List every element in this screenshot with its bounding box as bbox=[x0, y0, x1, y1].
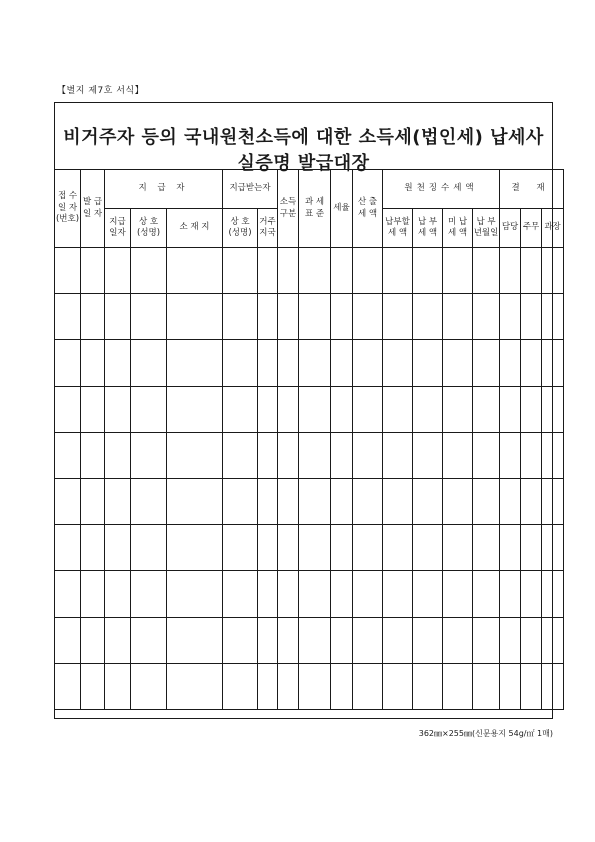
ledger-cell[interactable] bbox=[105, 340, 131, 386]
ledger-cell[interactable] bbox=[55, 478, 81, 524]
ledger-cell[interactable] bbox=[278, 525, 299, 571]
ledger-cell[interactable] bbox=[299, 340, 331, 386]
ledger-cell[interactable] bbox=[383, 340, 413, 386]
paper-size-note: 362㎜×255㎜(신문용지 54g/㎡ 1매) bbox=[418, 729, 553, 738]
ledger-cell[interactable] bbox=[167, 432, 223, 478]
ledger-cell[interactable] bbox=[521, 571, 542, 617]
ledger-cell[interactable] bbox=[55, 248, 81, 294]
ledger-cell[interactable] bbox=[542, 294, 564, 340]
ledger-cell[interactable] bbox=[131, 386, 167, 432]
ledger-cell[interactable] bbox=[331, 525, 353, 571]
ledger-cell[interactable] bbox=[299, 663, 331, 709]
ledger-cell[interactable] bbox=[278, 432, 299, 478]
ledger-cell[interactable] bbox=[500, 248, 521, 294]
ledger-cell[interactable] bbox=[167, 525, 223, 571]
ledger-cell[interactable] bbox=[131, 294, 167, 340]
ledger-cell[interactable] bbox=[105, 571, 131, 617]
ledger-cell[interactable] bbox=[521, 525, 542, 571]
header-paid-date: 납 부 년월일 bbox=[473, 209, 500, 248]
ledger-cell[interactable] bbox=[353, 340, 383, 386]
header-payee-country: 거주 지국 bbox=[258, 209, 278, 248]
ledger-cell[interactable] bbox=[383, 663, 413, 709]
ledger-cell[interactable] bbox=[473, 340, 500, 386]
ledger-cell[interactable] bbox=[55, 432, 81, 478]
ledger-cell[interactable] bbox=[500, 617, 521, 663]
ledger-cell[interactable] bbox=[542, 525, 564, 571]
ledger-cell[interactable] bbox=[521, 294, 542, 340]
header-payer: 지 급 자 bbox=[105, 170, 223, 209]
ledger-cell[interactable] bbox=[383, 432, 413, 478]
ledger-cell[interactable] bbox=[353, 617, 383, 663]
ledger-cell[interactable] bbox=[521, 248, 542, 294]
ledger-cell[interactable] bbox=[331, 294, 353, 340]
header-approval-head: 과장 bbox=[542, 209, 564, 248]
ledger-cell[interactable] bbox=[299, 248, 331, 294]
table-row bbox=[55, 525, 564, 571]
table-row bbox=[55, 248, 564, 294]
ledger-cell[interactable] bbox=[413, 294, 443, 340]
ledger-cell[interactable] bbox=[353, 386, 383, 432]
ledger-cell[interactable] bbox=[443, 571, 473, 617]
ledger-cell[interactable] bbox=[167, 478, 223, 524]
header-approval: 결 재 bbox=[500, 170, 564, 209]
ledger-cell[interactable] bbox=[131, 248, 167, 294]
ledger-cell[interactable] bbox=[299, 617, 331, 663]
ledger-cell[interactable] bbox=[413, 248, 443, 294]
ledger-cell[interactable] bbox=[167, 340, 223, 386]
ledger-table bbox=[54, 169, 564, 710]
ledger-cell[interactable] bbox=[55, 386, 81, 432]
ledger-cell[interactable] bbox=[55, 617, 81, 663]
ledger-cell[interactable] bbox=[81, 294, 105, 340]
ledger-cell[interactable] bbox=[258, 294, 278, 340]
table-row bbox=[55, 663, 564, 709]
ledger-cell[interactable] bbox=[473, 478, 500, 524]
ledger-cell[interactable] bbox=[81, 478, 105, 524]
ledger-cell[interactable] bbox=[443, 617, 473, 663]
ledger-cell[interactable] bbox=[55, 571, 81, 617]
ledger-cell[interactable] bbox=[521, 386, 542, 432]
header-receipt-date: 접 수 일 자 (번호) bbox=[55, 170, 81, 248]
header-tax-base: 과 세 표 준 bbox=[299, 170, 331, 248]
ledger-cell[interactable] bbox=[542, 386, 564, 432]
ledger-cell[interactable] bbox=[500, 386, 521, 432]
ledger-cell[interactable] bbox=[413, 478, 443, 524]
ledger-cell[interactable] bbox=[331, 386, 353, 432]
ledger-cell[interactable] bbox=[167, 571, 223, 617]
ledger-cell[interactable] bbox=[258, 340, 278, 386]
ledger-cell[interactable] bbox=[167, 663, 223, 709]
ledger-cell[interactable] bbox=[473, 663, 500, 709]
table-row bbox=[55, 386, 564, 432]
ledger-cell[interactable] bbox=[353, 663, 383, 709]
ledger-cell[interactable] bbox=[443, 478, 473, 524]
ledger-cell[interactable] bbox=[413, 571, 443, 617]
ledger-cell[interactable] bbox=[278, 663, 299, 709]
ledger-cell[interactable] bbox=[105, 617, 131, 663]
ledger-cell[interactable] bbox=[55, 340, 81, 386]
ledger-cell[interactable] bbox=[81, 386, 105, 432]
ledger-cell[interactable] bbox=[105, 248, 131, 294]
ledger-cell[interactable] bbox=[131, 478, 167, 524]
table-row bbox=[55, 294, 564, 340]
ledger-cell[interactable] bbox=[500, 340, 521, 386]
ledger-cell[interactable] bbox=[473, 617, 500, 663]
ledger-cell[interactable] bbox=[331, 248, 353, 294]
ledger-cell[interactable] bbox=[413, 525, 443, 571]
ledger-cell[interactable] bbox=[258, 571, 278, 617]
ledger-cell[interactable] bbox=[167, 617, 223, 663]
ledger-cell[interactable] bbox=[81, 340, 105, 386]
ledger-cell[interactable] bbox=[258, 617, 278, 663]
ledger-cell[interactable] bbox=[105, 663, 131, 709]
header-approval-chief: 주무 bbox=[521, 209, 542, 248]
table-row bbox=[55, 617, 564, 663]
header-payee: 지급받는자 bbox=[223, 170, 278, 209]
ledger-cell[interactable] bbox=[331, 340, 353, 386]
ledger-cell[interactable] bbox=[258, 478, 278, 524]
header-income-type: 소득 구분 bbox=[278, 170, 299, 248]
ledger-cell[interactable] bbox=[473, 294, 500, 340]
ledger-cell[interactable] bbox=[299, 525, 331, 571]
ledger-cell[interactable] bbox=[521, 617, 542, 663]
ledger-cell[interactable] bbox=[299, 432, 331, 478]
ledger-cell[interactable] bbox=[223, 340, 258, 386]
header-payment-date: 지급 일자 bbox=[105, 209, 131, 248]
ledger-cell[interactable] bbox=[167, 386, 223, 432]
ledger-cell[interactable] bbox=[278, 386, 299, 432]
ledger-cell[interactable] bbox=[413, 617, 443, 663]
ledger-cell[interactable] bbox=[223, 432, 258, 478]
header-tax-rate: 세율 bbox=[331, 170, 353, 248]
header-due-amount: 납부할 세 액 bbox=[383, 209, 413, 248]
ledger-cell[interactable] bbox=[521, 432, 542, 478]
ledger-cell[interactable] bbox=[81, 663, 105, 709]
ledger-cell[interactable] bbox=[383, 386, 413, 432]
ledger-cell[interactable] bbox=[542, 663, 564, 709]
page-title: 비거주자 등의 국내원천소득에 대한 소득세(법인세) 납세사실증명 발급대장 bbox=[63, 127, 544, 174]
ledger-cell[interactable] bbox=[81, 571, 105, 617]
ledger-cell[interactable] bbox=[500, 663, 521, 709]
ledger-cell[interactable] bbox=[278, 248, 299, 294]
ledger-cell[interactable] bbox=[353, 478, 383, 524]
ledger-cell[interactable] bbox=[258, 525, 278, 571]
ledger-cell[interactable] bbox=[258, 432, 278, 478]
ledger-cell[interactable] bbox=[500, 432, 521, 478]
header-payer-name: 상 호 (성명) bbox=[131, 209, 167, 248]
ledger-cell[interactable] bbox=[105, 386, 131, 432]
ledger-cell[interactable] bbox=[500, 525, 521, 571]
ledger-cell[interactable] bbox=[131, 617, 167, 663]
ledger-cell[interactable] bbox=[223, 617, 258, 663]
ledger-cell[interactable] bbox=[167, 248, 223, 294]
ledger-cell[interactable] bbox=[223, 571, 258, 617]
ledger-cell[interactable] bbox=[443, 386, 473, 432]
ledger-cell[interactable] bbox=[81, 617, 105, 663]
ledger-cell[interactable] bbox=[542, 478, 564, 524]
table-row bbox=[55, 432, 564, 478]
ledger-cell[interactable] bbox=[473, 525, 500, 571]
ledger-cell[interactable] bbox=[223, 386, 258, 432]
ledger-cell[interactable] bbox=[473, 571, 500, 617]
ledger-cell[interactable] bbox=[105, 294, 131, 340]
ledger-cell[interactable] bbox=[383, 617, 413, 663]
ledger-cell[interactable] bbox=[105, 525, 131, 571]
ledger-cell[interactable] bbox=[331, 663, 353, 709]
ledger-cell[interactable] bbox=[500, 478, 521, 524]
ledger-cell[interactable] bbox=[131, 663, 167, 709]
ledger-cell[interactable] bbox=[258, 663, 278, 709]
ledger-cell[interactable] bbox=[542, 617, 564, 663]
ledger-cell[interactable] bbox=[278, 571, 299, 617]
ledger-cell[interactable] bbox=[542, 571, 564, 617]
ledger-cell[interactable] bbox=[521, 663, 542, 709]
ledger-cell[interactable] bbox=[81, 525, 105, 571]
header-approval-staff: 담당 bbox=[500, 209, 521, 248]
header-unpaid-amount: 미 납 세 액 bbox=[443, 209, 473, 248]
ledger-cell[interactable] bbox=[542, 432, 564, 478]
ledger-cell[interactable] bbox=[131, 525, 167, 571]
ledger-cell[interactable] bbox=[353, 571, 383, 617]
table-row bbox=[55, 478, 564, 524]
ledger-cell[interactable] bbox=[331, 432, 353, 478]
ledger-cell[interactable] bbox=[413, 663, 443, 709]
ledger-cell[interactable] bbox=[443, 432, 473, 478]
ledger-cell[interactable] bbox=[331, 478, 353, 524]
ledger-cell[interactable] bbox=[383, 525, 413, 571]
header-issue-date: 발 급 일 자 bbox=[81, 170, 105, 248]
ledger-cell[interactable] bbox=[331, 571, 353, 617]
ledger-cell[interactable] bbox=[383, 478, 413, 524]
ledger-cell[interactable] bbox=[542, 340, 564, 386]
ledger-cell[interactable] bbox=[105, 432, 131, 478]
ledger-cell[interactable] bbox=[278, 294, 299, 340]
ledger-cell[interactable] bbox=[299, 294, 331, 340]
ledger-cell[interactable] bbox=[223, 478, 258, 524]
ledger-body bbox=[55, 248, 564, 710]
ledger-cell[interactable] bbox=[131, 571, 167, 617]
ledger-cell[interactable] bbox=[223, 248, 258, 294]
ledger-cell[interactable] bbox=[383, 294, 413, 340]
header-payee-name: 상 호 (성명) bbox=[223, 209, 258, 248]
ledger-cell[interactable] bbox=[131, 432, 167, 478]
ledger-cell[interactable] bbox=[81, 432, 105, 478]
ledger-cell[interactable] bbox=[105, 478, 131, 524]
ledger-cell[interactable] bbox=[278, 617, 299, 663]
ledger-cell[interactable] bbox=[353, 248, 383, 294]
table-row bbox=[55, 340, 564, 386]
ledger-cell[interactable] bbox=[223, 294, 258, 340]
ledger-cell[interactable] bbox=[353, 525, 383, 571]
ledger-cell[interactable] bbox=[258, 386, 278, 432]
header-paid-amount: 납 부 세 액 bbox=[413, 209, 443, 248]
ledger-cell[interactable] bbox=[443, 525, 473, 571]
ledger-cell[interactable] bbox=[353, 294, 383, 340]
header-computed-tax: 산 출 세 액 bbox=[353, 170, 383, 248]
ledger-cell[interactable] bbox=[331, 617, 353, 663]
table-row bbox=[55, 571, 564, 617]
ledger-cell[interactable] bbox=[443, 663, 473, 709]
ledger-cell[interactable] bbox=[500, 571, 521, 617]
ledger-cell[interactable] bbox=[521, 340, 542, 386]
header-withholding: 원천징수세액 bbox=[383, 170, 500, 209]
ledger-cell[interactable] bbox=[443, 294, 473, 340]
ledger-cell[interactable] bbox=[258, 248, 278, 294]
ledger-cell[interactable] bbox=[299, 571, 331, 617]
ledger-cell[interactable] bbox=[383, 248, 413, 294]
ledger-cell[interactable] bbox=[383, 571, 413, 617]
ledger-cell[interactable] bbox=[299, 386, 331, 432]
ledger-frame bbox=[54, 102, 561, 719]
header-payer-address: 소 재 지 bbox=[167, 209, 223, 248]
ledger-cell[interactable] bbox=[413, 386, 443, 432]
ledger-cell[interactable] bbox=[353, 432, 383, 478]
ledger-cell[interactable] bbox=[278, 340, 299, 386]
ledger-cell[interactable] bbox=[55, 294, 81, 340]
ledger-cell[interactable] bbox=[278, 478, 299, 524]
ledger-cell[interactable] bbox=[542, 248, 564, 294]
ledger-cell[interactable] bbox=[413, 432, 443, 478]
ledger-cell[interactable] bbox=[473, 432, 500, 478]
ledger-cell[interactable] bbox=[167, 294, 223, 340]
form-label: 【별지 제7호 서식】 bbox=[57, 86, 145, 96]
ledger-cell[interactable] bbox=[521, 478, 542, 524]
ledger-cell[interactable] bbox=[413, 340, 443, 386]
ledger-cell[interactable] bbox=[299, 478, 331, 524]
ledger-cell[interactable] bbox=[223, 663, 258, 709]
ledger-cell[interactable] bbox=[473, 386, 500, 432]
ledger-cell[interactable] bbox=[223, 525, 258, 571]
ledger-cell[interactable] bbox=[55, 525, 81, 571]
ledger-cell[interactable] bbox=[443, 340, 473, 386]
ledger-cell[interactable] bbox=[500, 294, 521, 340]
ledger-cell[interactable] bbox=[473, 248, 500, 294]
ledger-cell[interactable] bbox=[443, 248, 473, 294]
ledger-cell[interactable] bbox=[81, 248, 105, 294]
ledger-cell[interactable] bbox=[55, 663, 81, 709]
ledger-cell[interactable] bbox=[131, 340, 167, 386]
